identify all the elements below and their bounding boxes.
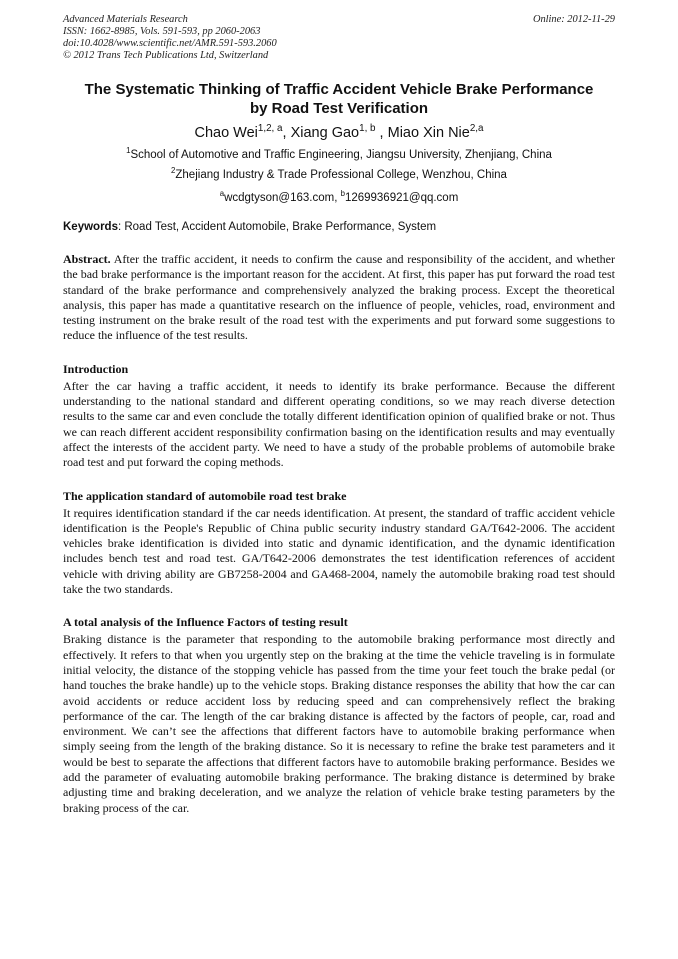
affiliation-1	[63, 148, 615, 162]
copyright-line: © 2012 Trans Tech Publications Ltd, Switzerland	[63, 50, 269, 61]
section-paragraph-introduction: After the car having a traffic accident, it needs to identify its brake performance. Because the different understanding to the national standard and different operating conditions, so we may reach diverse detection results to the same car and even conclude the totally different identification opinion of qualified brake or not. Thus we can reach different accident responsibility confirmation basing on the identification results and may eventually affect the interests of the accident party. We need to have a study of the probable problems of automobile brake road test and put forward the coping methods.	[63, 378, 615, 470]
email-superscript: b	[340, 189, 345, 199]
section-heading-application-standard: The application standard of automobile road test brake	[63, 488, 347, 503]
author-name: Chao Wei	[194, 125, 258, 141]
doi-line: doi:10.4028/www.scientific.net/AMR.591-593.2060	[63, 38, 277, 49]
author-name: Xiang Gao	[290, 125, 360, 141]
email-address: wcdgtyson@163.com	[224, 192, 335, 204]
affiliation-superscript: 1	[126, 146, 131, 156]
paper-title	[63, 80, 615, 118]
abstract-label: Abstract.	[63, 252, 111, 266]
author-superscript: 2,a	[469, 123, 484, 135]
title-line-1: The Systematic Thinking of Traffic Accident Vehicle Brake Performance	[84, 81, 594, 98]
author-superscript: 1,2, a	[257, 123, 283, 135]
issn-line: ISSN: 1662-8985, Vols. 591-593, pp 2060-2063	[63, 26, 261, 37]
paper-page	[63, 14, 615, 816]
section-heading-introduction: Introduction	[63, 361, 129, 376]
online-date: Online: 2012-11-29	[532, 14, 615, 25]
email-superscript: a	[219, 189, 225, 199]
keywords-line	[63, 220, 615, 234]
affiliation-text: Zhejiang Industry & Trade Professional College, Wenzhou, China	[175, 169, 507, 181]
abstract-text: After the traffic accident, it needs to confirm the cause and responsibility of the accident, and whether the bad brake performance is the important reason for the accident. At first, this paper has put forward the road test standard of the brake performance and comprehensively analyzed the braking process. Except the theoretical analysis, this paper has made a quantitative research on the influence of people, vehicles, road, environment and testing instrument on the brake result of the road test with the experiments and put forward some suggestions to reduce the influence of the test results.	[63, 252, 615, 343]
email-line	[63, 191, 615, 205]
author-superscript: 1, b	[359, 123, 376, 135]
journal-header	[63, 14, 615, 62]
author-list	[63, 124, 615, 142]
affiliation-2	[63, 168, 615, 182]
affiliation-superscript: 2	[171, 166, 176, 176]
title-line-2: by Road Test Verification	[249, 100, 429, 117]
section-paragraph-application-standard: It requires identification standard if the car needs identification. At present, the standard of traffic accident vehicle identification is the People's Republic of China public security industry standard GA/T642-2006. The accident vehicles brake identification is divided into static and dynamic identification, and the dynamic identification includes bench test and road test. GA/T642-2006 demonstrates the test identification references of accident vehicle with driving ability are GB7258-2004 and GA468-2004, namely the automobile braking road test should take the two standards.	[63, 505, 615, 597]
author-separator: ,	[375, 125, 388, 141]
author-separator: ,	[282, 125, 291, 141]
author-name: Miao Xin Nie	[387, 125, 470, 141]
email-separator: ,	[334, 192, 341, 204]
section-paragraph-influence-factors: Braking distance is the parameter that responding to the automobile braking performance most directly and effectively. It refers to that when you urgently step on the braking at the time the vehicle traveling is in formulate initial velocity, the distance of the stopping vehicle has passed from the time your feet touch the brake pedal (or hand touches the brake handle) up to the vehicle stops. Braking distance responses the ability that how the car can avoid accidents or reduce accident loss by reducing speed and can comprehensively reflect the braking performance of the car. The length of the car braking distance is affected by the factors of people, car, road and environment. We can’t see the affections that different factors have to automobile braking performance when simply seeing from the length of the braking distance. So it is necessary to refine the brake test parameters and it would be best to separate the affections that different factors have to automobile braking performance. Besides we add the parameter of evaluating automobile braking performance. The braking distance is determined by brake adjusting time and braking deceleration, and we analyze the relation of vehicle brake testing parameters by the braking process of the car.	[63, 632, 615, 815]
journal-name: Advanced Materials Research	[63, 14, 188, 25]
email-address: 1269936921@qq.com	[344, 192, 459, 204]
affiliation-text: School of Automotive and Traffic Engineering, Jiangsu University, Zhenjiang, China	[130, 149, 552, 161]
keywords-text: : Road Test, Accident Automobile, Brake Performance, System	[117, 221, 437, 233]
abstract-paragraph	[63, 252, 615, 344]
section-heading-influence-factors: A total analysis of the Influence Factors of testing result	[63, 615, 348, 630]
keywords-label: Keywords	[63, 221, 118, 233]
